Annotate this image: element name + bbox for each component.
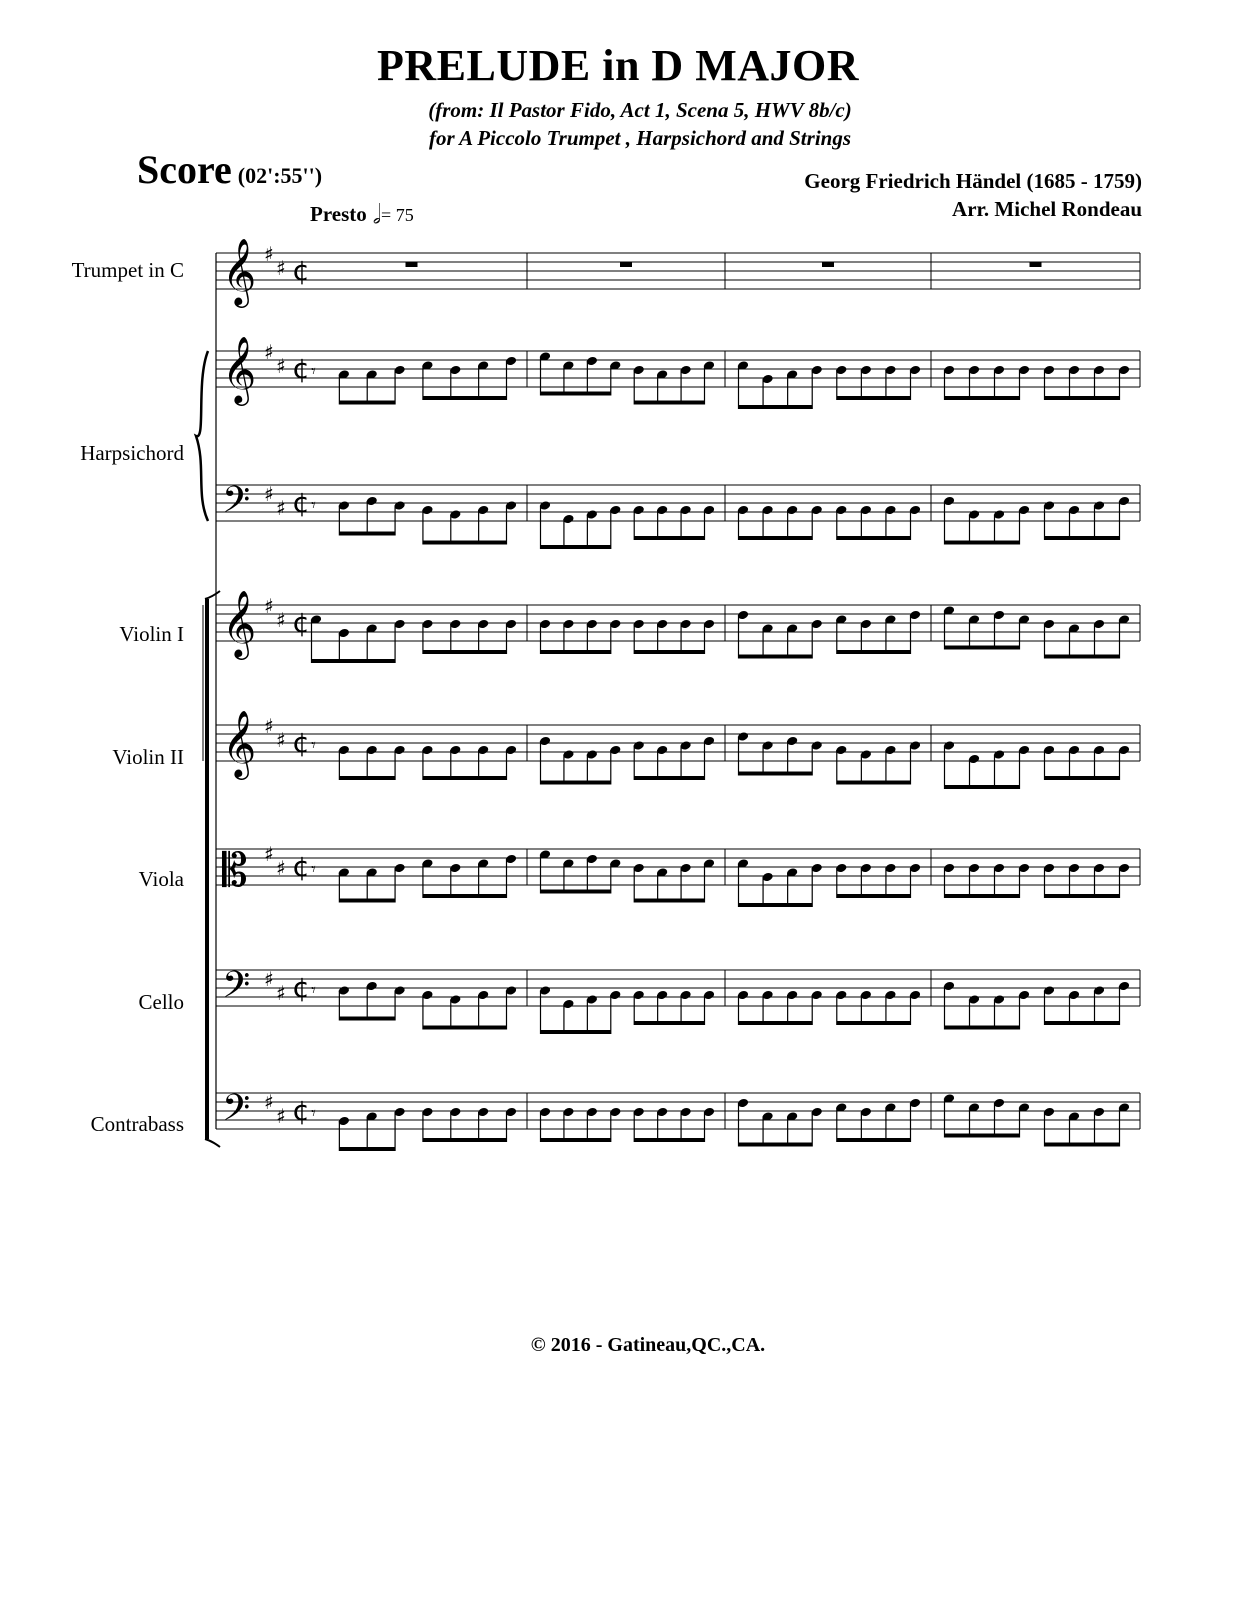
score-word: Score [137,147,232,192]
beam [339,1147,395,1151]
instrumentation-line: for A Piccolo Trumpet , Harpsichord and Strings [429,126,851,150]
sharp-icon: ♯ [264,1090,274,1114]
beam [945,1026,1020,1030]
beam [945,894,1020,898]
beam [423,650,507,654]
beam [634,776,704,780]
sharp-icon: ♯ [264,714,274,738]
beam [837,1138,911,1142]
eighth-rest-icon: 𝄾 [311,859,316,880]
beam [945,646,1020,650]
beam [837,650,911,654]
beam [837,396,911,400]
cut-time-icon: ¢ [292,971,310,1004]
beam [945,1134,1020,1138]
beam [634,1021,704,1025]
cut-time-icon: ¢ [292,606,310,639]
treble-clef-icon: 𝄞 [222,335,257,403]
bass-clef-icon: 𝄢 [222,1087,251,1138]
beam [423,1138,507,1142]
sharp-icon: ♯ [276,728,286,752]
sharp-icon: ♯ [276,256,286,280]
beam [339,776,395,780]
sharp-icon: ♯ [276,856,286,880]
sharp-icon: ♯ [264,967,274,991]
sharp-icon: ♯ [264,842,274,866]
cut-time-icon: ¢ [292,1094,310,1127]
beam [837,1021,911,1025]
beam [739,903,813,907]
beam [541,781,611,785]
whole-rest [406,262,418,267]
sharp-icon: ♯ [276,608,286,632]
instrument-label-harpsichord: Harpsichord [80,441,184,465]
brace-icon [196,351,208,521]
treble-clef-icon: 𝄞 [222,589,257,657]
bass-clef-icon: 𝄢 [222,964,251,1015]
beam [541,1030,611,1034]
bass-clef-icon: 𝄢 [222,479,251,530]
beam [1045,894,1120,898]
composer: Georg Friedrich Händel (1685 - 1759) [804,169,1142,193]
whole-rest [1030,262,1042,267]
beam [1045,1143,1120,1147]
beam [1045,1021,1120,1025]
beam [1045,396,1120,400]
arranger: Arr. Michel Rondeau [952,197,1142,221]
copyright: © 2016 - Gatineau,QC.,CA. [530,1334,766,1356]
page-title: PRELUDE in D MAJOR [376,41,860,90]
sharp-icon: ♯ [276,354,286,378]
sharp-icon: ♯ [276,1104,286,1128]
notes [310,262,1130,1151]
eighth-rest-icon: 𝄾 [311,361,316,382]
beam [423,1026,507,1030]
bracket-hook [205,1139,220,1147]
beam [945,396,1020,400]
sharp-icon: ♯ [264,340,274,364]
eighth-rest-icon: 𝄾 [311,495,316,516]
beam [423,776,507,780]
tempo-text: Presto [310,202,367,226]
cut-time-icon: ¢ [292,850,310,883]
beam [837,894,911,898]
instrument-label-cello: Cello [138,990,184,1014]
beam [1045,776,1120,780]
sharp-icon: ♯ [264,242,274,266]
instrument-label-violin-2: Violin II [112,745,184,769]
half-note-icon: 𝅗𝅥 [372,200,382,229]
whole-rest [620,262,632,267]
beam [739,536,813,540]
sharp-icon: ♯ [276,981,286,1005]
beam [1045,536,1120,540]
beam [423,396,507,400]
beam [339,1017,395,1021]
cut-time-icon: ¢ [292,254,310,287]
beam [541,1138,611,1142]
eighth-rest-icon: 𝄾 [311,1103,316,1124]
duration: (02':55'') [237,163,323,188]
beam [739,1143,813,1147]
beam [634,899,704,903]
cut-time-icon: ¢ [292,486,310,519]
treble-clef-icon: 𝄞 [222,237,257,305]
eighth-rest-icon: 𝄾 [311,980,316,1001]
beam [541,392,611,396]
beam [837,781,911,785]
beam [945,541,1020,545]
instrument-label-trumpet: Trumpet in C [71,258,184,282]
beam [739,405,813,409]
beam [739,655,813,659]
eighth-rest-icon: 𝄾 [311,735,316,756]
beam [634,536,704,540]
instrument-label-contrabass: Contrabass [90,1112,184,1136]
beam [339,532,395,536]
instrument-label-viola: Viola [138,867,184,891]
beam [423,894,507,898]
beam [1045,655,1120,659]
cut-time-icon: ¢ [292,726,310,759]
beam [541,890,611,894]
cut-time-icon: ¢ [292,352,310,385]
beam [312,659,396,663]
sharp-icon: ♯ [264,482,274,506]
subtitle: (from: Il Pastor Fido, Act 1, Scena 5, HWV 8b/c) [428,98,852,122]
treble-clef-icon: 𝄞 [222,709,257,777]
beam [634,401,704,405]
beam [739,772,813,776]
alto-clef-icon: 𝄡 [222,843,248,897]
beam [634,1138,704,1142]
beam [541,650,611,654]
beam [423,541,507,545]
bracket-hook [205,591,220,599]
tempo-value: = 75 [381,205,414,225]
beam [339,401,395,405]
beam [339,899,395,903]
instrument-label-violin-1: Violin I [119,622,184,646]
sharp-icon: ♯ [276,496,286,520]
sharp-icon: ♯ [264,594,274,618]
beam [837,536,911,540]
beam [634,650,704,654]
whole-rest [822,262,834,267]
beam [739,1021,813,1025]
beam [945,785,1020,789]
beam [541,545,611,549]
